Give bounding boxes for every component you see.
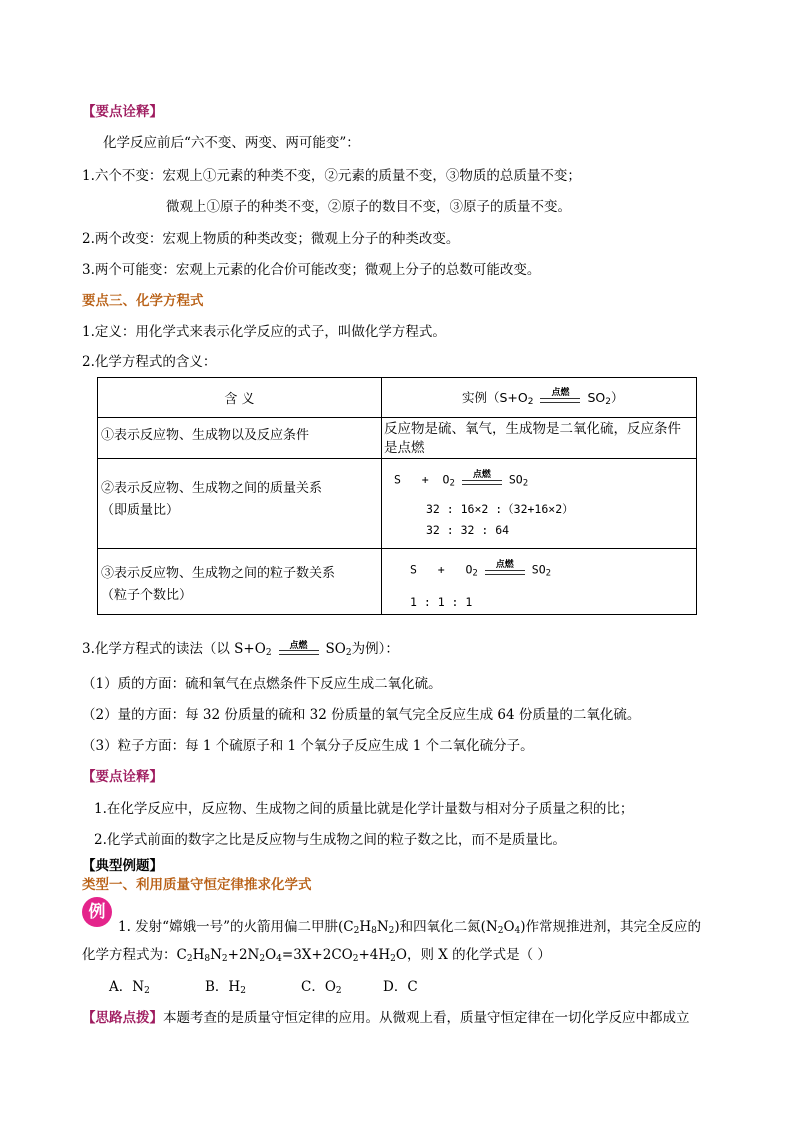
mass-equation: S + $O_2$ 点燃 $SO_2$ <box>394 470 529 489</box>
example-badge-icon: 例 <box>82 897 112 927</box>
section-heading-key-points: 【要点诠释】 <box>82 104 163 120</box>
section-heading-equation: 要点三、化学方程式 <box>82 293 204 309</box>
table-row3-example <box>382 549 697 615</box>
type-one-heading: 类型一、利用质量守恒定律推求化学式 <box>82 877 312 893</box>
typical-examples-heading: 【典型例题】 <box>82 858 163 874</box>
equation-reading-title: 3.化学方程式的读法（以 $S+O_2$ 点燃 $SO_2$为例）： <box>82 640 399 658</box>
option-c[interactable]: C．$O_2$ <box>301 979 342 996</box>
arrow-ignite-row3: 点燃 <box>481 561 529 579</box>
six-unchanged-macro: 1.六个不变：宏观上①元素的种类不变，②元素的质量不变，③物质的总质量不变； <box>82 168 581 184</box>
six-unchanged-micro: 微观上①原子的种类不变，②原子的数目不变，③原子的质量不变。 <box>166 199 571 215</box>
hint-text: 本题考查的是质量守恒定律的应用。从微观上看，质量守恒定律在一切化学反应中都成立 <box>163 1010 690 1026</box>
note-mass-ratio: 1.在化学反应中，反应物、生成物之间的质量比就是化学计量数与相对分子质量之积的比； <box>94 801 634 817</box>
section-heading-key-points-2: 【要点诠释】 <box>82 769 163 785</box>
table-row3-meaning: ③表示反应物、生成物之间的粒子数关系 （粒子个数比） <box>98 549 382 615</box>
reading-quantity: （2）量的方面：每 32 份质量的硫和 32 份质量的氧气完全反应生成 64 份质量的二氧化硫。 <box>82 707 641 723</box>
arrow-ignite-reading: 点燃 <box>275 641 323 659</box>
particle-equation: S + $O_2$ 点燃 $SO_2$ <box>410 560 552 579</box>
example-question-line2: 化学方程式为：$C_2H_8N_2+2N_2O_4=3X+2CO_2+4H_2O$，则 X 的化学式是（ ） <box>82 947 551 964</box>
option-b[interactable]: B．$H_2$ <box>205 979 246 996</box>
hint-label: 【思路点拨】 <box>82 1010 163 1026</box>
arrow-ignite-header: 点燃 <box>536 389 584 407</box>
mass-ratio-result: 32 : 32 : 64 <box>426 523 510 537</box>
reading-quality: （1）质的方面：硫和氧气在点燃条件下反应生成二氧化硫。 <box>82 676 442 692</box>
arrow-ignite-row2: 点燃 <box>458 471 506 489</box>
meaning-table <box>97 377 697 615</box>
table-header-example <box>382 378 697 418</box>
reading-particle: （3）粒子方面：每 1 个硫原子和 1 个氧分子反应生成 1 个二氧化硫分子。 <box>82 738 534 754</box>
two-changes: 2.两个改变：宏观上物质的种类改变；微观上分子的种类改变。 <box>82 231 460 247</box>
table-header-meaning <box>98 378 382 418</box>
hint-line <box>82 1009 690 1027</box>
intro-text: 化学反应前后“六不变、两变、两可能变”： <box>103 135 360 151</box>
equation-meaning-title: 2.化学方程式的含义： <box>82 354 217 370</box>
particle-ratio: 1 : 1 : 1 <box>410 595 473 609</box>
option-d[interactable]: D．C <box>383 979 418 995</box>
equation-definition: 1.定义：用化学式来表示化学反应的式子，叫做化学方程式。 <box>82 324 446 340</box>
two-possible-changes: 3.两个可能变：宏观上元素的化合价可能改变；微观上分子的总数可能改变。 <box>82 262 541 278</box>
option-a[interactable]: A．$N_2$ <box>109 979 150 996</box>
table-row2-meaning: ②表示反应物、生成物之间的质量关系 （即质量比） <box>98 459 382 549</box>
mass-ratio-line: 32 : 16×2 :（32+16×2） <box>426 502 574 516</box>
example-equation-header: 实例（$S+O_2$ 点燃 $SO_2$） <box>462 388 624 407</box>
table-row1-meaning: ①表示反应物、生成物以及反应条件 <box>98 418 382 459</box>
table-row1-example: 反应物是硫、氧气，生成物是二氧化硫，反应条件是点燃 <box>382 418 697 459</box>
table-row2-example <box>382 459 697 549</box>
note-particle-ratio: 2.化学式前面的数字之比是反应物与生成物之间的粒子数之比，而不是质量比。 <box>94 832 566 848</box>
table-header-meaning-text: 含 义 <box>224 392 255 407</box>
example-question-line1: 1. 发射“嫦娥一号”的火箭用偏二甲肼$(C_2H_8N_2)$和四氧化二氮$(N_2O_4)$作常规推进剂，其完全反应的 <box>118 919 702 936</box>
